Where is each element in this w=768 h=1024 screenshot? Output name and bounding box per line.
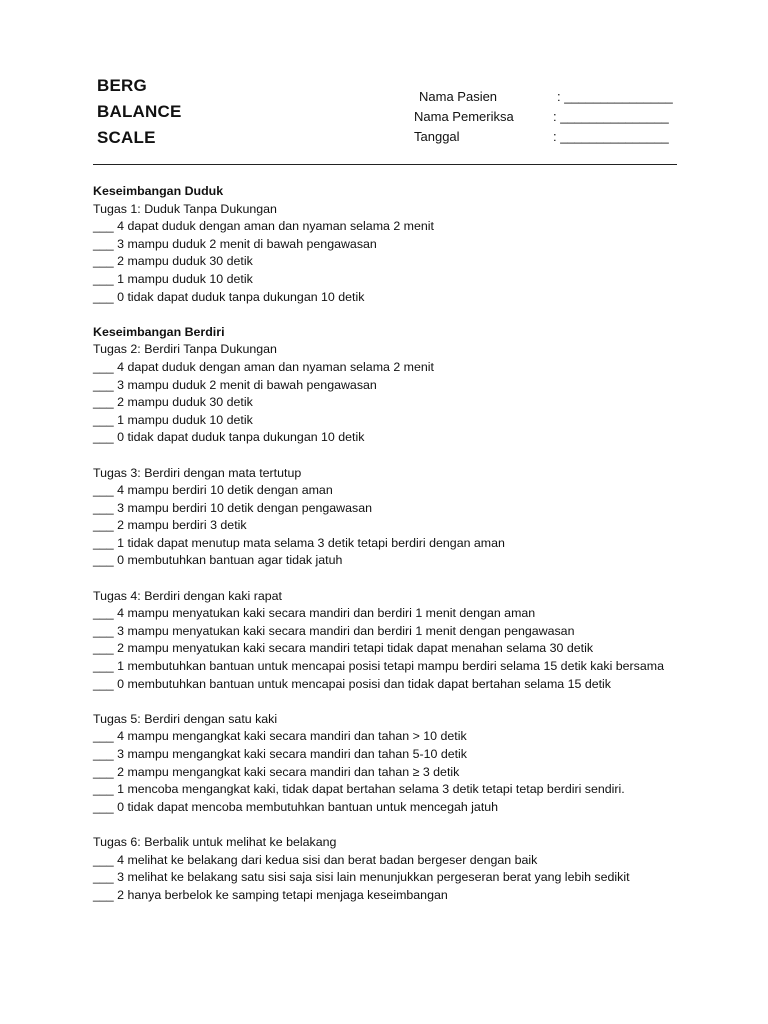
section-heading: Keseimbangan Berdiri [93,324,225,339]
task-title: Tugas 6: Berbalik untuk melihat ke belakang [93,834,337,849]
score-option[interactable]: ___ 4 melihat ke belakang dari kedua sisi dan berat badan bergeser dengan baik [93,852,538,867]
patient-name-label: Nama Pasien [419,89,498,104]
score-option[interactable]: ___ 3 mampu duduk 2 menit di bawah pengawasan [93,236,377,251]
score-option[interactable]: ___ 1 tidak dapat menutup mata selama 3 detik tetapi berdiri dengan aman [93,535,505,550]
score-option[interactable]: ___ 3 melihat ke belakang satu sisi saja sisi lain menunjukkan pergeseran berat yang lebih sedikit [93,870,630,885]
section-task-3 [93,465,683,571]
score-option[interactable]: ___ 2 mampu mengangkat kaki secara mandiri dan tahan ≥ 3 detik [93,764,460,779]
score-option[interactable]: ___ 0 membutuhkan bantuan agar tidak jatuh [93,553,343,568]
score-option[interactable]: ___ 4 dapat duduk dengan aman dan nyaman selama 2 menit [93,219,434,234]
section-task-6 [93,834,683,904]
score-option[interactable]: ___ 2 hanya berbelok ke samping tetapi menjaga keseimbangan [93,887,448,902]
task-title: Tugas 3: Berdiri dengan mata tertutup [93,465,302,480]
patient-name-blank[interactable]: : _______________ [557,89,673,104]
score-option[interactable]: ___ 3 mampu menyatukan kaki secara mandiri dan berdiri 1 menit dengan pengawasan [93,623,575,638]
score-option[interactable]: ___ 2 mampu duduk 30 detik [93,395,253,410]
score-option[interactable]: ___ 0 tidak dapat mencoba membutuhkan bantuan untuk mencegah jatuh [93,799,499,814]
score-option[interactable]: ___ 2 mampu berdiri 3 detik [93,518,247,533]
score-option[interactable]: ___ 0 membutuhkan bantuan untuk mencapai posisi dan tidak dapat bertahan selama 15 detik [93,676,612,691]
score-option[interactable]: ___ 4 mampu berdiri 10 detik dengan aman [93,483,333,498]
score-option[interactable]: ___ 1 mampu duduk 10 detik [93,412,253,427]
form-title-line-3: SCALE [97,128,156,147]
score-option[interactable]: ___ 2 mampu duduk 30 detik [93,254,253,269]
score-option[interactable]: ___ 4 mampu menyatukan kaki secara mandiri dan berdiri 1 menit dengan aman [93,606,536,621]
score-option[interactable]: ___ 3 mampu berdiri 10 detik dengan pengawasan [93,500,372,515]
score-option[interactable]: ___ 1 membutuhkan bantuan untuk mencapai posisi tetapi mampu berdiri selama 15 detik kaki bersama [93,659,664,674]
task-title: Tugas 1: Duduk Tanpa Dukungan [93,201,277,216]
score-option[interactable]: ___ 1 mencoba mengangkat kaki, tidak dapat bertahan selama 3 detik tetapi tetap berdiri sendiri. [93,782,625,797]
section-standing-balance [93,324,683,447]
section-heading: Keseimbangan Duduk [93,184,224,198]
section-task-5 [93,711,683,817]
score-option[interactable]: ___ 2 mampu menyatukan kaki secara mandiri tetapi tidak dapat menahan selama 30 detik [93,641,594,656]
score-option[interactable]: ___ 0 tidak dapat duduk tanpa dukungan 10 detik [93,430,365,445]
task-title: Tugas 4: Berdiri dengan kaki rapat [93,588,282,603]
score-option[interactable]: ___ 4 dapat duduk dengan aman dan nyaman selama 2 menit [93,359,434,374]
header-divider [93,164,677,165]
form-title-line-2: BALANCE [97,102,182,121]
date-label: Tanggal [414,129,460,144]
score-option[interactable]: ___ 0 tidak dapat duduk tanpa dukungan 10 detik [93,289,365,304]
score-option[interactable]: ___ 1 mampu duduk 10 detik [93,271,253,286]
form-title-line-1: BERG [97,76,147,95]
examiner-name-label: Nama Pemeriksa [414,109,514,124]
date-blank[interactable]: : _______________ [553,129,669,144]
task-title: Tugas 5: Berdiri dengan satu kaki [93,711,278,726]
section-sitting-balance [93,183,683,306]
examiner-name-blank[interactable]: : _______________ [553,109,669,124]
score-option[interactable]: ___ 3 mampu duduk 2 menit di bawah pengawasan [93,377,377,392]
task-title: Tugas 2: Berdiri Tanpa Dukungan [93,342,277,357]
score-option[interactable]: ___ 4 mampu mengangkat kaki secara mandiri dan tahan > 10 detik [93,729,467,744]
section-task-4 [93,588,683,694]
score-option[interactable]: ___ 3 mampu mengangkat kaki secara mandiri dan tahan 5-10 detik [93,747,468,761]
form-body [93,183,683,922]
